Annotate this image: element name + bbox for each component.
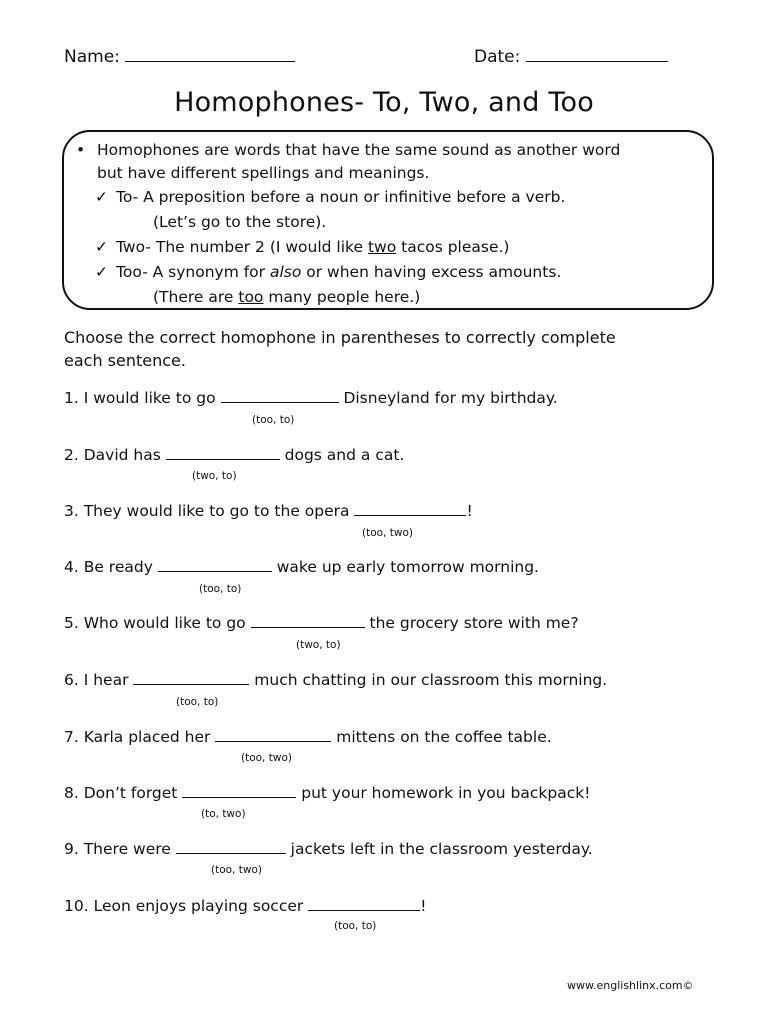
too-example-text: (There are	[153, 288, 239, 306]
too-example-word: too	[238, 288, 264, 306]
answer-options: (too, two)	[362, 527, 413, 539]
question-text: 1. I would like to go	[64, 389, 221, 407]
too-example	[153, 288, 420, 306]
two-definition	[116, 238, 509, 256]
question-8	[64, 784, 590, 802]
instructions-line-1: Choose the correct homophone in parentheses to correctly complete	[64, 328, 616, 347]
question-text: 5. Who would like to go	[64, 614, 251, 632]
date-row	[474, 47, 668, 67]
answer-options: (two, to)	[192, 470, 237, 482]
answer-blank[interactable]	[221, 402, 339, 403]
answer-blank[interactable]	[133, 684, 249, 685]
question-text: 6. I hear	[64, 671, 134, 689]
too-definition-text: Too- A synonym for	[116, 263, 270, 281]
to-example: (Let’s go to the store).	[153, 213, 327, 231]
question-10	[64, 897, 426, 915]
question-text-end: much chatting in our classroom this morning.	[249, 671, 608, 689]
two-definition-text: Two- The number 2 (I would like	[116, 238, 368, 256]
question-text-end: dogs and a cat.	[279, 446, 405, 464]
too-example-end: many people here.)	[263, 288, 421, 306]
question-text: 4. Be ready	[64, 558, 158, 576]
too-definition	[116, 263, 561, 281]
question-3	[64, 502, 473, 520]
answer-blank[interactable]	[215, 741, 331, 742]
checkmark-icon: ✓	[95, 188, 108, 206]
question-5	[64, 614, 579, 632]
answer-blank[interactable]	[158, 571, 272, 572]
answer-options: (two, to)	[296, 639, 341, 651]
instructions-line-2: each sentence.	[64, 351, 186, 370]
answer-blank[interactable]	[166, 459, 280, 460]
question-text-end: put your homework in you backpack!	[296, 784, 591, 802]
question-text-end: !	[420, 897, 427, 915]
bullet-icon: •	[76, 141, 86, 159]
website-credit: www.englishlinx.com©	[567, 979, 694, 992]
name-label: Name:	[64, 47, 120, 67]
checkmark-icon: ✓	[95, 238, 108, 256]
answer-blank[interactable]	[251, 627, 365, 628]
two-definition-end: tacos please.)	[396, 238, 510, 256]
question-1	[64, 389, 558, 407]
worksheet-title: Homophones- To, Two, and Too	[174, 87, 594, 118]
to-definition: To- A preposition before a noun or infinitive before a verb.	[116, 188, 566, 206]
answer-options: (to, two)	[201, 808, 246, 820]
question-text: 9. There were	[64, 840, 176, 858]
answer-options: (too, two)	[241, 752, 292, 764]
definition-line-1: Homophones are words that have the same sound as another word	[97, 141, 621, 159]
question-6	[64, 671, 607, 689]
question-text: 8. Don’t forget	[64, 784, 183, 802]
answer-blank[interactable]	[182, 797, 296, 798]
question-text-end: the grocery store with me?	[364, 614, 579, 632]
answer-blank[interactable]	[176, 853, 286, 854]
name-field[interactable]	[125, 61, 295, 62]
answer-blank[interactable]	[354, 515, 466, 516]
question-text: 10. Leon enjoys playing soccer	[64, 897, 309, 915]
too-definition-end: or when having excess amounts.	[301, 263, 562, 281]
question-text: 2. David has	[64, 446, 166, 464]
question-text-end: wake up early tomorrow morning.	[271, 558, 539, 576]
two-definition-word: two	[367, 238, 397, 256]
date-field[interactable]	[526, 61, 668, 62]
too-definition-italic: also	[269, 263, 302, 281]
question-text-end: !	[466, 502, 473, 520]
instructions	[64, 326, 616, 372]
question-text-end: Disneyland for my birthday.	[338, 389, 558, 407]
checkmark-icon: ✓	[95, 263, 108, 281]
question-7	[64, 728, 552, 746]
question-text: 3. They would like to go to the opera	[64, 502, 355, 520]
date-label: Date:	[474, 47, 521, 67]
answer-options: (too, two)	[211, 864, 262, 876]
question-text: 7. Karla placed her	[64, 728, 216, 746]
definition-line-2: but have different spellings and meanings.	[97, 164, 430, 182]
name-row	[64, 47, 295, 67]
answer-options: (too, to)	[176, 696, 219, 708]
answer-options: (too, to)	[199, 583, 242, 595]
question-text-end: jackets left in the classroom yesterday.	[285, 840, 593, 858]
question-text-end: mittens on the coffee table.	[331, 728, 552, 746]
answer-options: (too, to)	[252, 414, 295, 426]
answer-options: (too, to)	[334, 920, 377, 932]
question-2	[64, 446, 404, 464]
question-4	[64, 558, 539, 576]
answer-blank[interactable]	[308, 910, 420, 911]
question-9	[64, 840, 593, 858]
